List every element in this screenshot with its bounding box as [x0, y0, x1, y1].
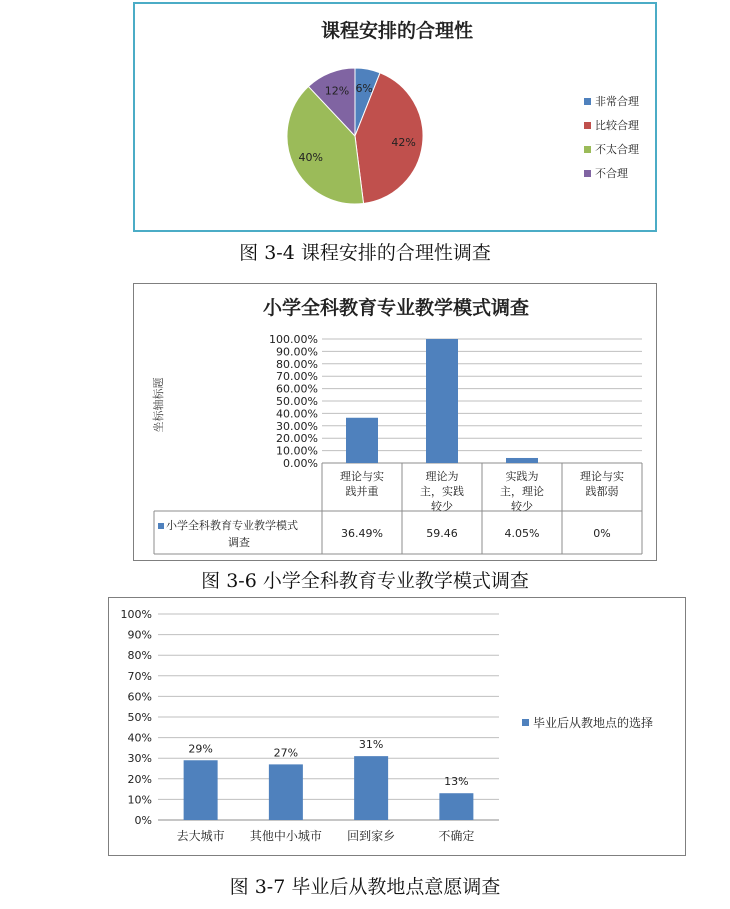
y-tick-label: 10.00%	[276, 444, 318, 458]
y-tick-label: 30.00%	[276, 419, 318, 433]
series-name-line: 小学全科教育专业教学模式	[166, 519, 298, 532]
caption-fig-3-4: 图 3-4 课程安排的合理性调查	[239, 242, 491, 264]
legend-label: 不合理	[595, 167, 628, 180]
legend-swatch	[584, 170, 591, 177]
bar-data-label: 13%	[444, 775, 469, 789]
x-category-label: 回到家乡	[347, 829, 396, 843]
y-tick-label: 20.00%	[276, 432, 318, 446]
bar-data-label: 27%	[273, 746, 299, 760]
pie-chart-panel	[133, 2, 657, 232]
bar	[426, 339, 458, 463]
x-category-label: 主，理论	[500, 485, 544, 498]
bar	[506, 458, 538, 463]
x-category-label: 较少	[511, 500, 533, 513]
bar-chart-location	[109, 598, 687, 857]
y-tick-label: 70.00%	[276, 370, 318, 384]
y-tick-label: 0%	[134, 814, 152, 827]
table-value-cell: 36.49%	[341, 527, 383, 540]
y-tick-label: 0.00%	[283, 457, 318, 470]
y-tick-label: 60%	[127, 690, 152, 704]
pie-data-label: 6%	[355, 81, 373, 95]
x-category-label: 理论与实	[580, 470, 624, 483]
caption-fig-3-7: 图 3-7 毕业后从教地点意愿调查	[229, 876, 501, 898]
y-tick-label: 80.00%	[276, 357, 318, 371]
series-name-line: 调查	[228, 536, 250, 549]
x-category-label: 不确定	[438, 829, 475, 843]
pie-chart	[135, 4, 659, 234]
legend-swatch	[522, 719, 529, 726]
x-category-label: 其他中小城市	[249, 829, 322, 843]
bar	[269, 764, 303, 820]
chart-title: 小学全科教育专业教学模式调查	[262, 297, 530, 319]
x-category-label: 实践为	[505, 470, 539, 483]
chart-title: 课程安排的合理性	[320, 20, 474, 42]
bar	[354, 756, 388, 820]
y-axis-title: 坐标轴标题	[152, 377, 165, 433]
legend-swatch	[584, 98, 591, 105]
pie-data-label: 40%	[298, 150, 323, 164]
y-tick-label: 30%	[127, 752, 152, 766]
x-category-label: 践并重	[345, 485, 379, 498]
pie-data-label: 42%	[391, 136, 416, 150]
x-category-label: 理论为	[425, 470, 459, 483]
y-tick-label: 90.00%	[276, 345, 318, 359]
caption-fig-3-6: 图 3-6 小学全科教育专业教学模式调查	[201, 570, 529, 592]
y-tick-label: 50%	[127, 711, 152, 724]
legend-label: 不太合理	[595, 143, 639, 156]
bar-data-label: 31%	[358, 738, 384, 752]
y-tick-label: 20%	[127, 772, 152, 786]
bar-chart-teaching-mode-panel	[133, 283, 657, 561]
legend-swatch	[158, 523, 164, 529]
y-tick-label: 50.00%	[276, 395, 318, 408]
y-tick-label: 60.00%	[276, 382, 318, 396]
x-category-label: 理论与实	[340, 470, 384, 483]
bar-data-label: 29%	[188, 742, 213, 756]
bar	[439, 793, 473, 820]
pie-data-label: 12%	[324, 84, 350, 98]
bar	[346, 418, 378, 463]
legend-label: 非常合理	[595, 95, 639, 108]
y-tick-label: 70%	[127, 669, 152, 683]
x-category-label: 主，实践	[420, 485, 464, 498]
legend-swatch	[584, 122, 591, 129]
y-tick-label: 100.00%	[269, 333, 318, 346]
y-tick-label: 90%	[127, 628, 152, 642]
table-value-cell: 59.46	[426, 527, 458, 540]
table-value-cell: 4.05%	[504, 527, 540, 540]
bar-chart-teaching-mode	[134, 284, 658, 562]
x-category-label: 去大城市	[176, 829, 225, 843]
legend-label: 比较合理	[595, 119, 639, 132]
x-category-label: 践都弱	[585, 485, 619, 498]
y-tick-label: 10%	[127, 793, 152, 807]
y-tick-label: 40%	[127, 731, 152, 745]
legend-swatch	[584, 146, 591, 153]
y-tick-label: 80%	[127, 649, 152, 663]
legend-label: 毕业后从教地点的选择	[533, 716, 654, 730]
bar-chart-location-panel	[108, 597, 686, 856]
x-category-label: 较少	[431, 500, 453, 513]
y-tick-label: 40.00%	[276, 407, 318, 421]
bar	[184, 760, 218, 820]
table-value-cell: 0%	[593, 527, 611, 540]
y-tick-label: 100%	[120, 608, 152, 621]
